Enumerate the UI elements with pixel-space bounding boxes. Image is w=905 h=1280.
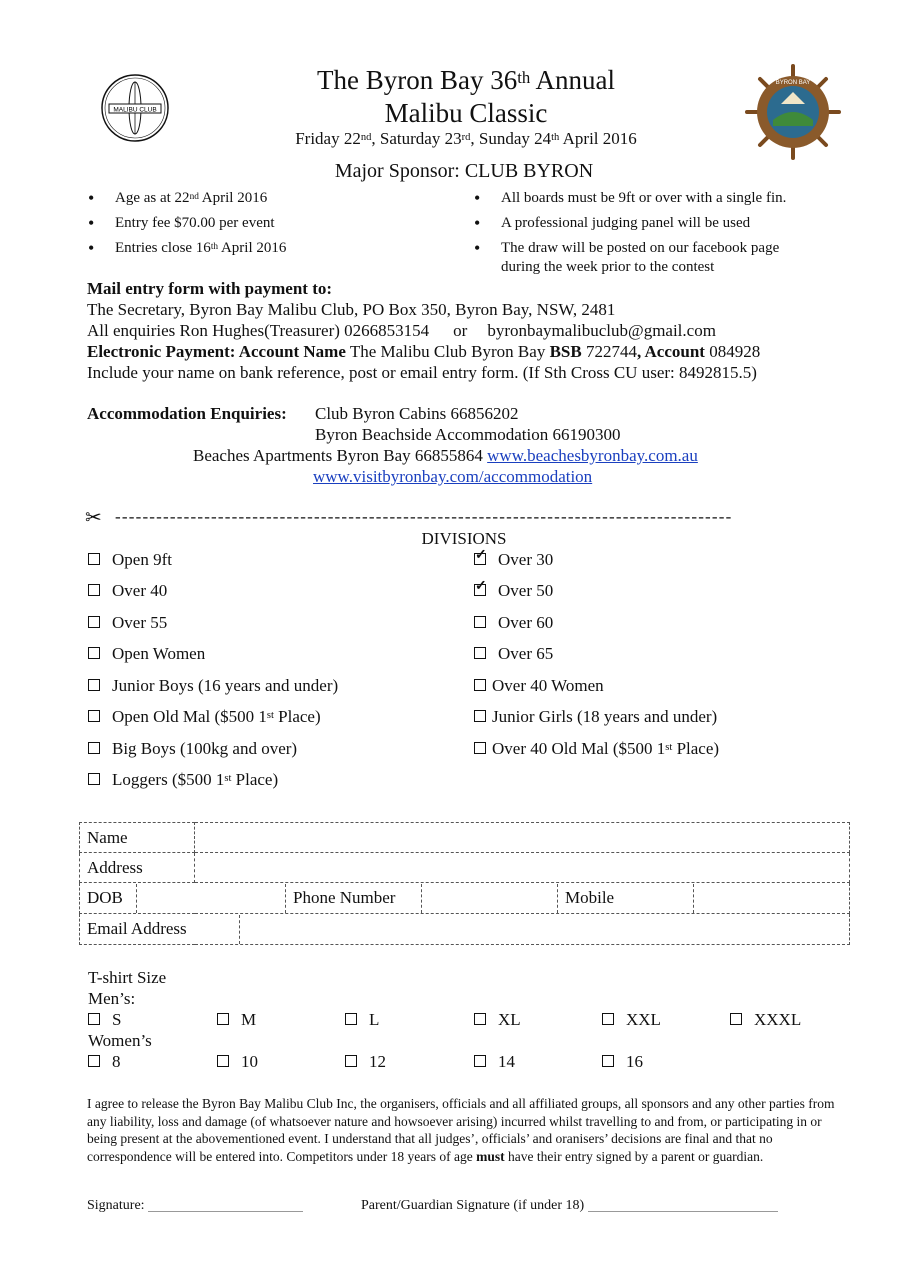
checked-checkbox-icon[interactable]: [474, 553, 486, 565]
division-over-55[interactable]: Over 55: [88, 613, 167, 633]
division-open-old-mal[interactable]: Open Old Mal ($500 1st Place): [88, 707, 321, 727]
checkbox-icon[interactable]: [88, 773, 100, 785]
checkbox-icon[interactable]: [88, 1055, 100, 1067]
waiver-text: I agree to release the Byron Bay Malibu Club Inc, the organisers, officials and all affiliated groups, all sponsors and any other parties from any liability, loss and damage (of whatsoever nature and howsoever arising) incurred whilst travelling to and from, or participating in or being present at the abovementioned event. I understand that all judges’, officials’ and oranisers’ decisions are final and that no correspondence will be entered into. Competitors under 18 years of age must have their entry signed by a parent or guardian.: [87, 1096, 835, 1164]
address-label: Address: [80, 853, 195, 883]
signature-field[interactable]: [148, 1211, 303, 1212]
name-field[interactable]: [195, 823, 850, 853]
checkbox-icon[interactable]: [474, 1013, 486, 1025]
division-over-50[interactable]: ✓Over 50: [474, 581, 553, 601]
checkbox-icon[interactable]: [345, 1055, 357, 1067]
phone-field[interactable]: [422, 884, 558, 913]
cut-line: ------------------------------------------------------------------------------------------: [115, 507, 733, 526]
checked-checkbox-icon[interactable]: [474, 584, 486, 596]
mens-size-xl[interactable]: XL: [474, 1010, 521, 1030]
name-label: Name: [80, 823, 195, 853]
division-over-30[interactable]: ✓Over 30: [474, 550, 553, 570]
mens-size-xxxl[interactable]: XXXL: [730, 1010, 801, 1030]
scissors-icon: ✂: [85, 507, 102, 529]
electronic-payment: Electronic Payment: Account Name The Malibu Club Byron Bay BSB 722744, Account 084928: [87, 342, 761, 361]
mens-size-l[interactable]: L: [345, 1010, 379, 1030]
division-open-women[interactable]: Open Women: [88, 644, 205, 664]
womens-size-16[interactable]: 16: [602, 1052, 643, 1072]
mobile-field[interactable]: [694, 884, 850, 913]
address-field[interactable]: [195, 853, 850, 883]
visit-byron-link[interactable]: www.visitbyronbay.com/accommodation: [313, 467, 593, 486]
divisions-heading: DIVISIONS: [421, 529, 507, 548]
email-label: Email Address: [80, 915, 240, 944]
checkbox-icon[interactable]: [88, 679, 100, 691]
checkbox-icon[interactable]: [602, 1055, 614, 1067]
mens-size-s[interactable]: S: [88, 1010, 121, 1030]
mens-size-xxl[interactable]: XXL: [602, 1010, 661, 1030]
division-over-40-old-mal[interactable]: Over 40 Old Mal ($500 1st Place): [474, 739, 719, 759]
event-title: The Byron Bay 36th Annual Malibu Classic: [316, 65, 615, 128]
reference-note: Include your name on bank reference, post or email entry form. (If Sth Cross CU user: 8492815.5): [87, 363, 757, 382]
mobile-label: Mobile: [558, 884, 694, 913]
checkbox-icon[interactable]: [474, 742, 486, 754]
accommodation-line3: Beaches Apartments Byron Bay 66855864 www.beachesbyronbay.com.au: [193, 446, 698, 465]
division-junior-girls[interactable]: Junior Girls (18 years and under): [474, 707, 717, 727]
checkbox-icon[interactable]: [88, 742, 100, 754]
mail-heading: Mail entry form with payment to:: [87, 279, 333, 298]
division-open-9ft[interactable]: Open 9ft: [88, 550, 172, 570]
checkbox-icon[interactable]: [88, 584, 100, 596]
womens-label: Women’s: [88, 1031, 152, 1050]
checkbox-icon[interactable]: [88, 1013, 100, 1025]
checkbox-icon[interactable]: [217, 1055, 229, 1067]
division-loggers[interactable]: Loggers ($500 1st Place): [88, 770, 278, 790]
womens-size-10[interactable]: 10: [217, 1052, 258, 1072]
checkbox-icon[interactable]: [88, 616, 100, 628]
division-over-40-women[interactable]: Over 40 Women: [474, 676, 604, 696]
accommodation-line1: Club Byron Cabins 66856202: [315, 404, 519, 423]
division-over-65[interactable]: Over 65: [474, 644, 553, 664]
checkbox-icon[interactable]: [474, 710, 486, 722]
checkbox-icon[interactable]: [217, 1013, 229, 1025]
womens-size-8[interactable]: 8: [88, 1052, 121, 1072]
event-dates: Friday 22nd, Saturday 23rd, Sunday 24th April 2016: [295, 129, 637, 148]
guardian-signature-line: Parent/Guardian Signature (if under 18): [361, 1198, 778, 1214]
division-over-60[interactable]: Over 60: [474, 613, 553, 633]
checkbox-icon[interactable]: [88, 553, 100, 565]
entry-form: [79, 822, 850, 945]
checkbox-icon[interactable]: [474, 616, 486, 628]
email-field[interactable]: [240, 915, 850, 944]
checkbox-icon[interactable]: [474, 679, 486, 691]
checkbox-icon[interactable]: [88, 710, 100, 722]
womens-size-14[interactable]: 14: [474, 1052, 515, 1072]
dob-label: DOB: [80, 884, 137, 913]
checkbox-icon[interactable]: [88, 647, 100, 659]
accommodation-label: Accommodation Enquiries:: [87, 404, 287, 423]
checkbox-icon[interactable]: [345, 1013, 357, 1025]
mens-label: Men’s:: [88, 989, 136, 1008]
division-big-boys[interactable]: Big Boys (100kg and over): [88, 739, 297, 759]
mail-section: [87, 278, 760, 383]
accommodation-line2: Byron Beachside Accommodation 66190300: [315, 425, 621, 444]
division-junior-boys[interactable]: Junior Boys (16 years and under): [88, 676, 338, 696]
checkbox-icon[interactable]: [602, 1013, 614, 1025]
phone-label: Phone Number: [286, 884, 422, 913]
svg-text:BYRON BAY: BYRON BAY: [775, 80, 811, 86]
guardian-signature-field[interactable]: [588, 1211, 778, 1212]
mail-address: The Secretary, Byron Bay Malibu Club, PO Box 350, Byron Bay, NSW, 2481: [87, 300, 616, 319]
checkbox-icon[interactable]: [474, 647, 486, 659]
dob-field[interactable]: [137, 884, 286, 913]
major-sponsor: Major Sponsor: CLUB BYRON: [334, 160, 594, 182]
checkbox-icon[interactable]: [474, 1055, 486, 1067]
womens-size-12[interactable]: 12: [345, 1052, 386, 1072]
beaches-link[interactable]: www.beachesbyronbay.com.au: [487, 446, 698, 465]
checkbox-icon[interactable]: [730, 1013, 742, 1025]
signature-line: Signature:: [87, 1198, 303, 1214]
mens-size-m[interactable]: M: [217, 1010, 256, 1030]
division-over-40[interactable]: Over 40: [88, 581, 167, 601]
svg-text:MALIBU CLUB: MALIBU CLUB: [113, 106, 157, 114]
accommodation-line4: [313, 466, 592, 487]
contact-email[interactable]: byronbaymalibuclub@gmail.com: [487, 321, 716, 340]
tshirt-heading: T-shirt Size: [88, 968, 167, 987]
enquiries-line: All enquiries Ron Hughes(Treasurer) 0266853154 or byronbaymalibuclub@gmail.com: [87, 321, 716, 340]
